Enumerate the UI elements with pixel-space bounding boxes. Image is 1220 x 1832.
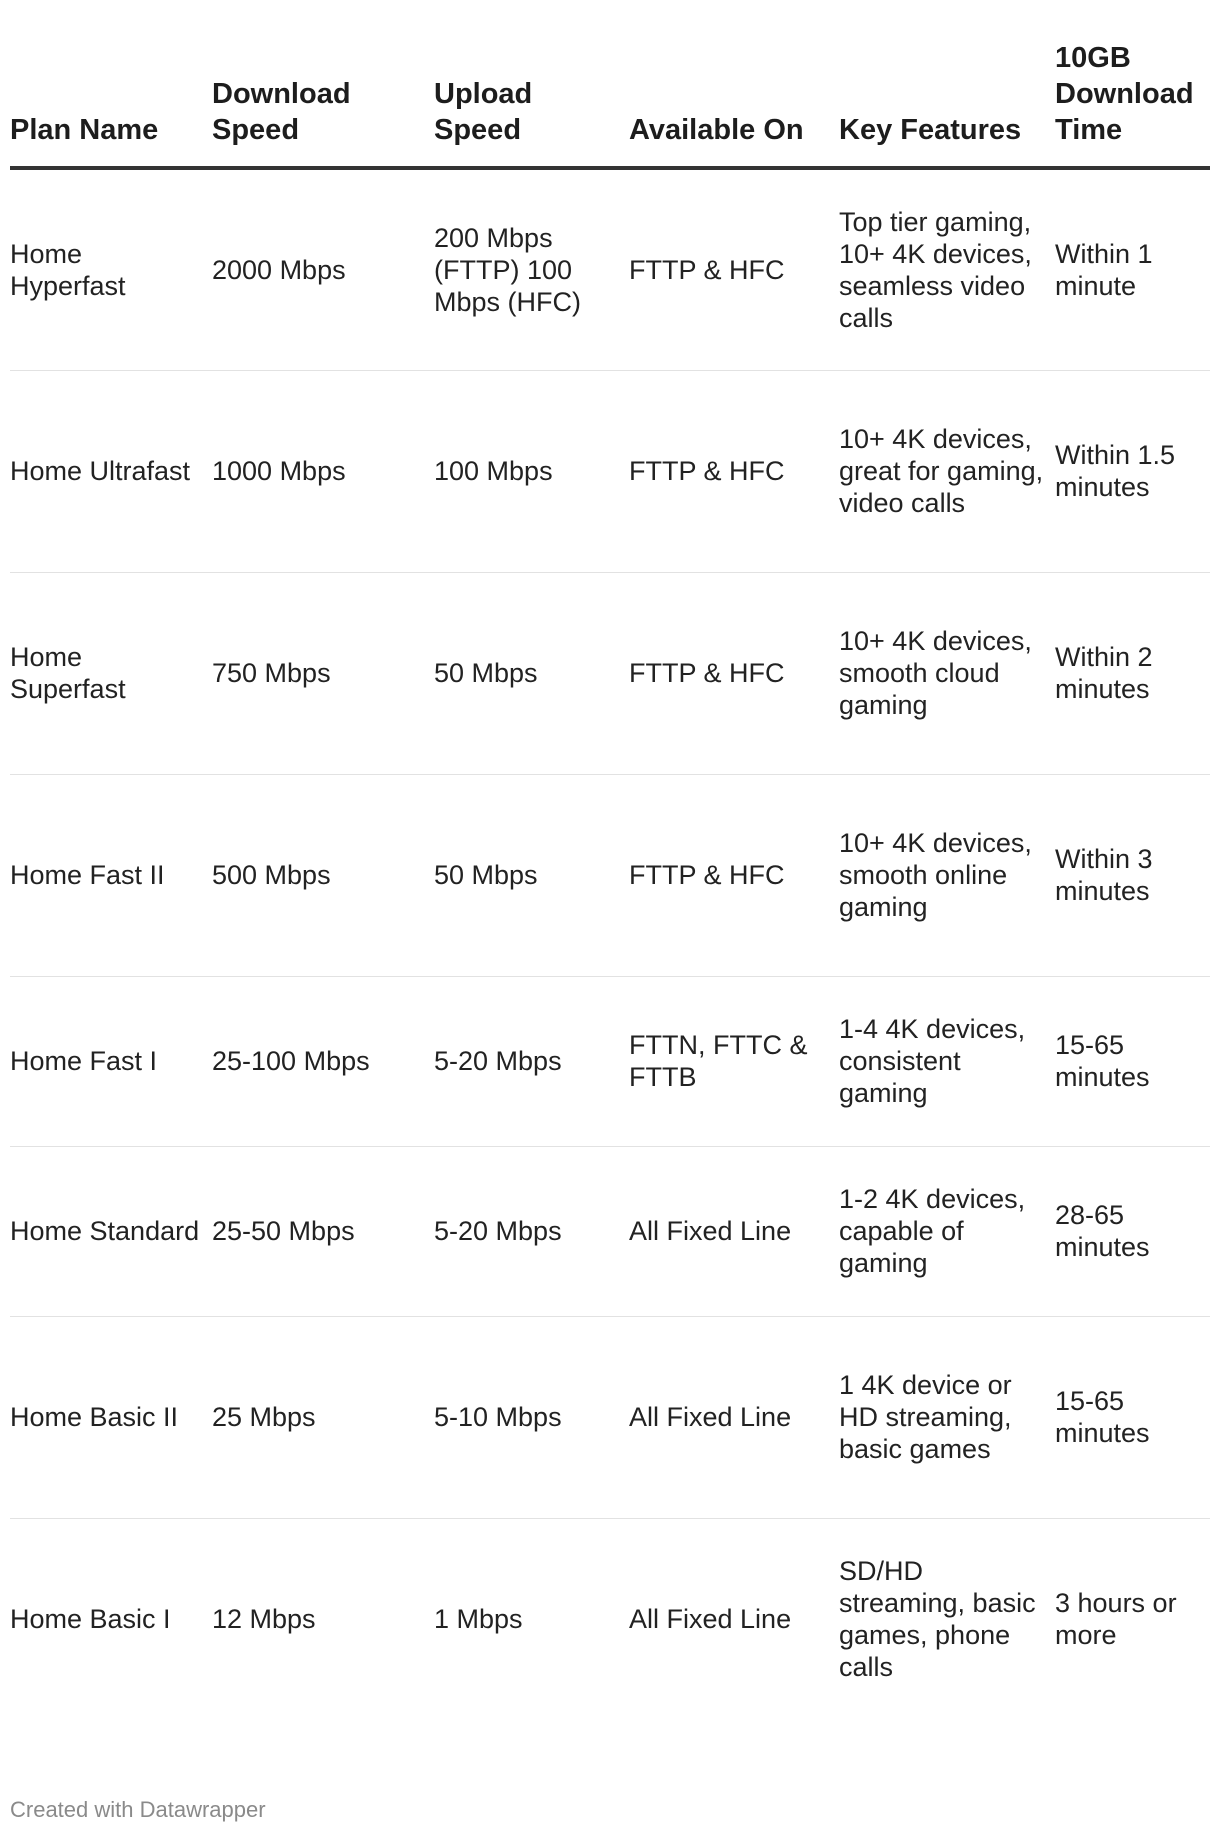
cell-features: 1-4 4K devices, consistent gaming (839, 976, 1055, 1146)
cell-available: FTTP & HFC (629, 370, 839, 572)
cell-time: Within 1 minute (1055, 168, 1210, 370)
cell-plan: Home Fast I (10, 976, 212, 1146)
cell-plan: Home Superfast (10, 572, 212, 774)
cell-plan: Home Basic I (10, 1604, 171, 1635)
header-key-features: Key Features (839, 40, 1055, 168)
cell-available: All Fixed Line (629, 1316, 839, 1518)
table-row (10, 1518, 1210, 1720)
cell-upload: 50 Mbps (434, 572, 629, 774)
cell-upload: 1 Mbps (434, 1604, 523, 1635)
cell-upload: 200 Mbps (FTTP) 100 Mbps (HFC) (434, 168, 629, 370)
cell-download: 25 Mbps (212, 1316, 434, 1518)
cell-plan: Home Basic II (10, 1316, 212, 1518)
cell-time: Within 1.5 minutes (1055, 370, 1210, 572)
cell-available: All Fixed Line (629, 1146, 839, 1316)
cell-download: 25-50 Mbps (212, 1146, 434, 1316)
cell-download: 500 Mbps (212, 774, 434, 976)
cell-features: Top tier gaming, 10+ 4K devices, seamless video calls (839, 168, 1055, 370)
cell-features: 1 4K device or HD streaming, basic games (839, 1316, 1055, 1518)
cell-available: FTTP & HFC (629, 168, 839, 370)
header-available-on: Available On (629, 40, 839, 168)
cell-upload: 5-20 Mbps (434, 1146, 629, 1316)
table-header (10, 40, 1210, 168)
cell-plan: Home Hyperfast (10, 168, 212, 370)
table-row (10, 168, 1210, 370)
cell-upload: 5-20 Mbps (434, 976, 629, 1146)
cell-available: FTTN, FTTC & FTTB (629, 976, 839, 1146)
cell-features: 10+ 4K devices, smooth cloud gaming (839, 572, 1055, 774)
header-row (10, 40, 1210, 168)
cell-plan: Home Ultrafast (10, 370, 212, 572)
cell-plan: Home Fast II (10, 774, 212, 976)
table-row (10, 572, 1210, 774)
plans-table (10, 40, 1210, 1720)
cell-upload: 50 Mbps (434, 774, 629, 976)
cell-time: 3 hours or more (1055, 1588, 1177, 1651)
cell-available: FTTP & HFC (629, 572, 839, 774)
cell-features: 1-2 4K devices, capable of gaming (839, 1146, 1055, 1316)
cell-upload: 100 Mbps (434, 370, 629, 572)
cell-features: 10+ 4K devices, great for gaming, video calls (839, 370, 1055, 572)
header-upload-speed: Upload Speed (434, 40, 629, 168)
datawrapper-credit[interactable]: Created with Datawrapper (10, 1797, 266, 1822)
table-row (10, 976, 1210, 1146)
header-download-speed: Download Speed (212, 40, 434, 168)
cell-features: SD/HD streaming, basic games, phone calls (839, 1556, 1036, 1683)
cell-upload: 5-10 Mbps (434, 1316, 629, 1518)
header-plan-name: Plan Name (10, 40, 212, 168)
cell-download: 750 Mbps (212, 572, 434, 774)
table-row (10, 774, 1210, 976)
cell-plan: Home Standard (10, 1146, 212, 1316)
cell-download: 2000 Mbps (212, 168, 434, 370)
header-download-time: 10GB Download Time (1055, 40, 1210, 168)
cell-download: 25-100 Mbps (212, 976, 434, 1146)
cell-available: All Fixed Line (629, 1604, 792, 1635)
cell-download: 12 Mbps (212, 1604, 316, 1635)
table-row (10, 370, 1210, 572)
table-row (10, 1146, 1210, 1316)
table-row (10, 1316, 1210, 1518)
cell-available: FTTP & HFC (629, 774, 839, 976)
cell-time: Within 2 minutes (1055, 572, 1210, 774)
cell-time: 15-65 minutes (1055, 976, 1210, 1146)
cell-download: 1000 Mbps (212, 370, 434, 572)
cell-time: Within 3 minutes (1055, 774, 1210, 976)
cell-time: 15-65 minutes (1055, 1316, 1210, 1518)
cell-features: 10+ 4K devices, smooth online gaming (839, 774, 1055, 976)
table-body (10, 168, 1210, 1720)
cell-time: 28-65 minutes (1055, 1146, 1210, 1316)
